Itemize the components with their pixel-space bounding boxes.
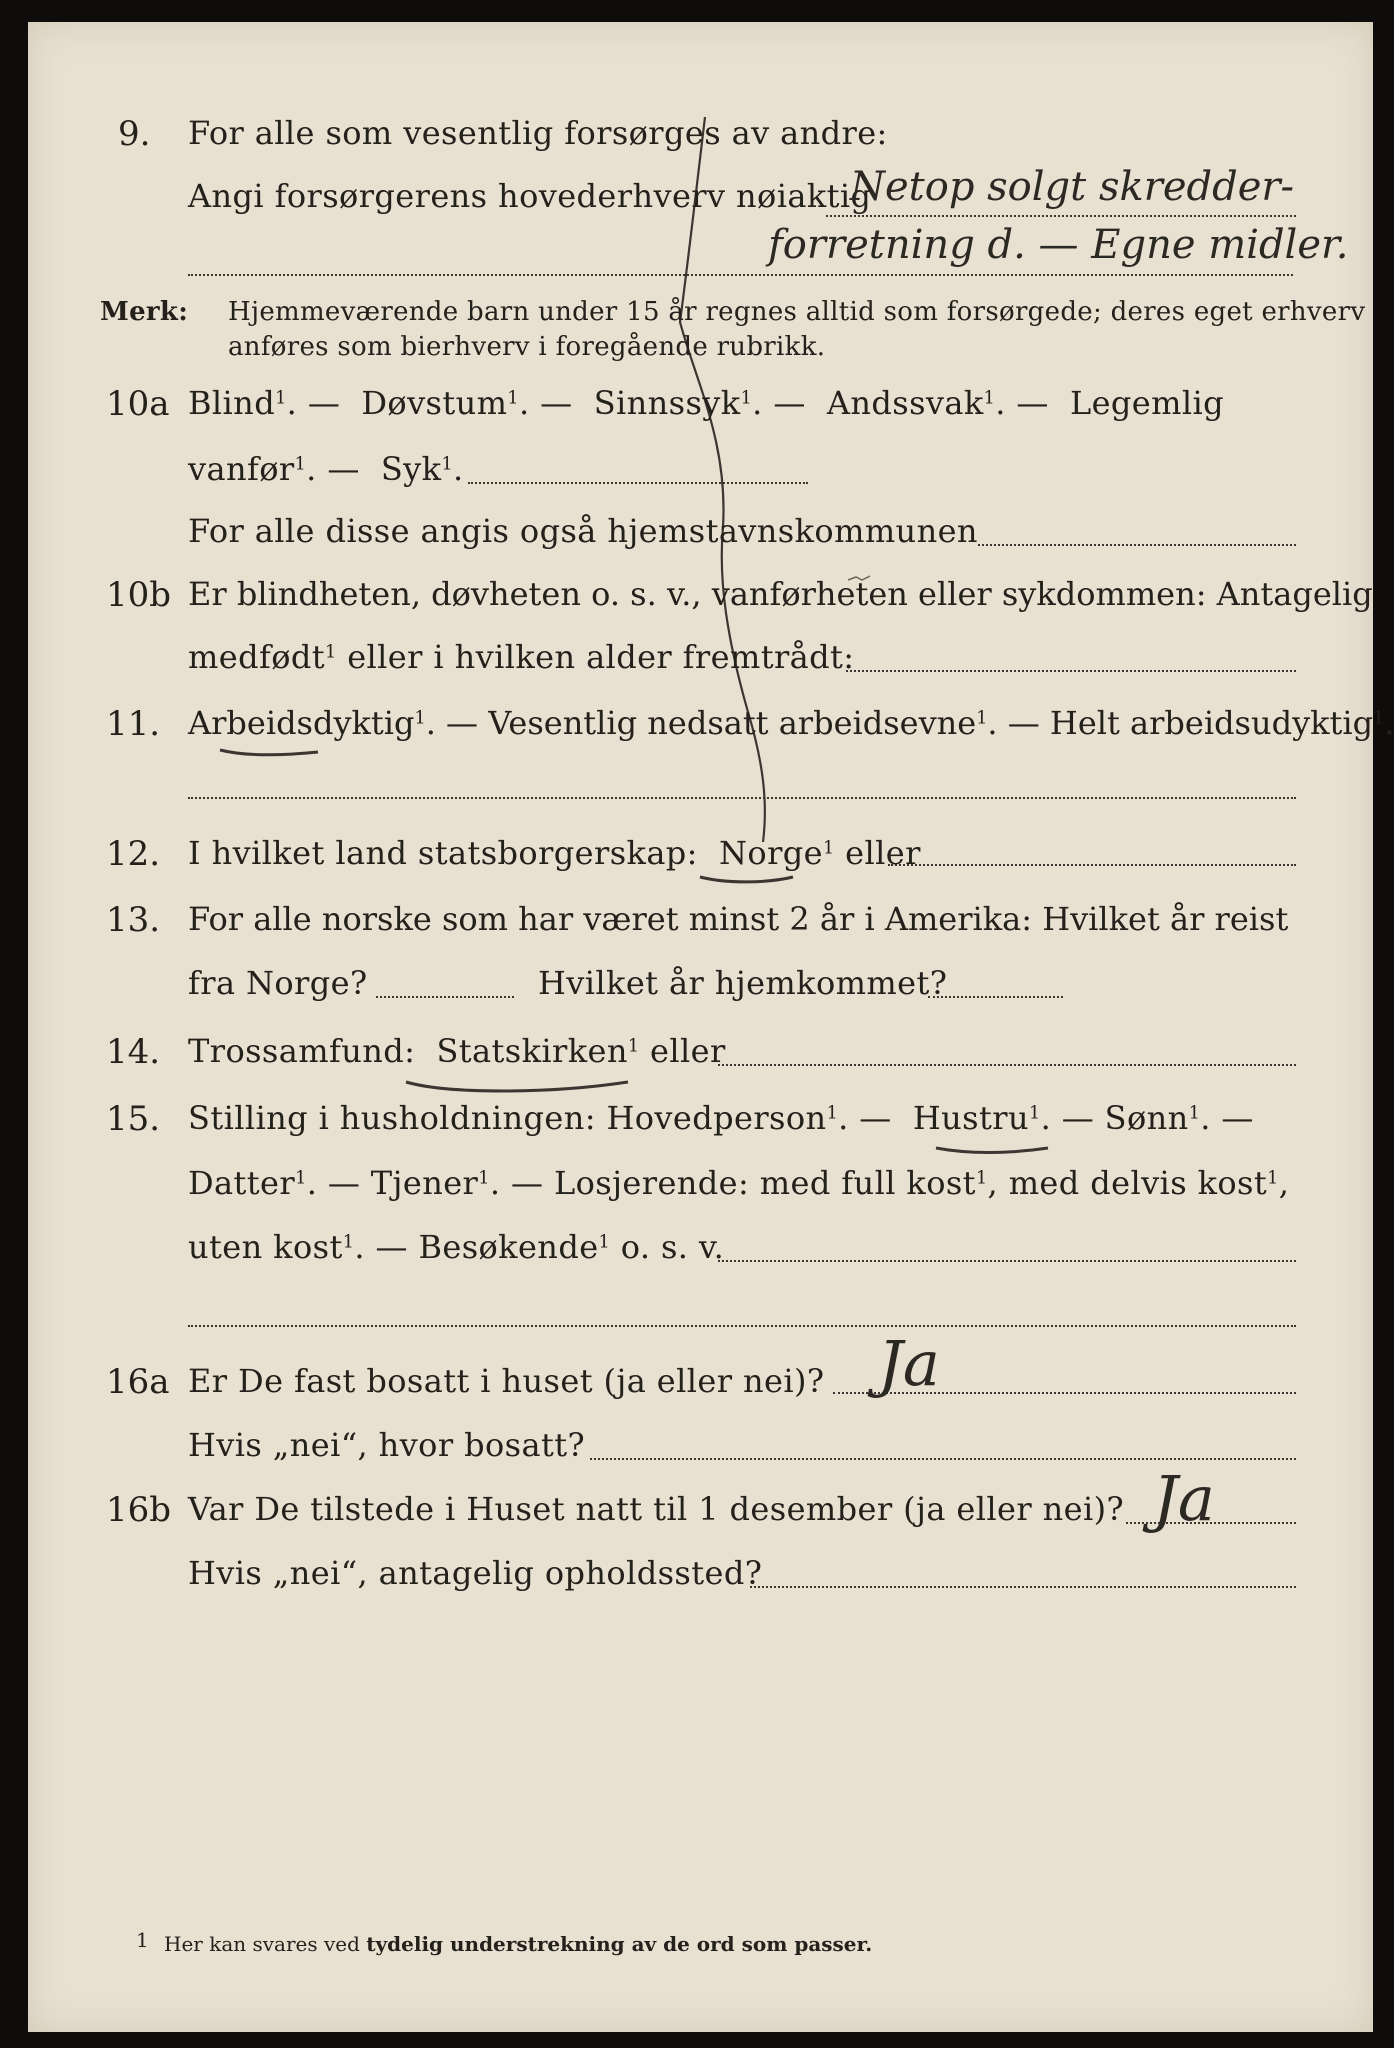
q10a-number: 10a (106, 384, 170, 424)
q9-handwritten-answer-1: Netop solgt skredder- (850, 164, 1295, 210)
q16b-number: 16b (106, 1490, 172, 1530)
q13-line1: For alle norske som har været minst 2 år i Amerika: Hvilket år reist (188, 900, 1289, 938)
q10a-line3: For alle disse angis også hjemstavnskommunen (188, 512, 978, 550)
option-andssvak: Andssvak (826, 384, 984, 422)
underline-statskirken (406, 1082, 628, 1091)
q10b-line1: Er blindheten, døvheten o. s. v., vanførheten eller sykdommen: Antagelig (188, 575, 1373, 613)
choice-hustru: Hustru (912, 1099, 1029, 1137)
q16a-line2-dots (590, 1458, 1296, 1460)
option-syk: Syk (380, 450, 442, 488)
q10a-line3-dots (978, 544, 1296, 546)
footnote-text: Her kan svares ved tydelig understrekning av de ord som passer. (164, 1932, 873, 1956)
q10a-line2-dots (468, 482, 808, 484)
q14-number: 14. (106, 1032, 161, 1072)
q9-line2: Angi forsørgerens hovederhverv nøiaktig (188, 177, 872, 215)
q12-dots (888, 864, 1296, 866)
choice-norge: Norge (719, 834, 824, 872)
q12-number: 12. (106, 834, 161, 874)
q9-number: 9. (118, 114, 151, 154)
q14-line: Trossamfund: Statskirken$^1$ eller (188, 1032, 726, 1070)
option-dovstum: Døvstum (361, 384, 508, 422)
q10b-line2-dots (846, 670, 1296, 672)
option-sinnssyk: Sinnssyk (593, 384, 741, 422)
option-vanfor: vanfør (188, 450, 295, 488)
q16a-handwritten-answer: Ja (878, 1327, 940, 1400)
census-form-page (28, 22, 1394, 2032)
q15-number: 15. (106, 1099, 161, 1139)
q16b-line1: Var De tilstede i Huset natt til 1 desember (ja eller nei)? (188, 1490, 1125, 1528)
q10b-number: 10b (106, 575, 172, 615)
q12-line: I hvilket land statsborgerskap: Norge$^1$ eller (188, 834, 921, 872)
q15-line3: uten kost$^1$. — Besøkende$^1$ o. s. v. (188, 1228, 725, 1266)
q16a-line1: Er De fast bosatt i huset (ja eller nei)? (188, 1362, 825, 1400)
option-legemlig: Legemlig (1069, 384, 1225, 422)
underline-arbeidsdyktig (220, 750, 318, 755)
q9-answer-line1 (826, 215, 1296, 217)
choice-statskirken: Statskirken (436, 1032, 628, 1070)
q15-line2: Datter$^1$. — Tjener$^1$. — Losjerende: med full kost$^1$, med delvis kost$^1$, (188, 1164, 1290, 1202)
q10a-line1: Blind$^1$. — Døvstum$^1$. — Sinnssyk$^1$. — Andssvak$^1$. — Legemlig (188, 384, 1225, 422)
q16b-handwritten-answer: Ja (1153, 1462, 1215, 1535)
q9-handwritten-answer-2: forretning d. — Egne midler. (768, 222, 1349, 268)
option-blind: Blind (188, 384, 276, 422)
q10b-line2: medfødt$^1$ eller i hvilken alder fremtrådt: (188, 638, 855, 676)
merk-line2: anføres som bierhverv i foregående rubrikk. (228, 332, 826, 362)
q13-line2a: fra Norge? (188, 964, 368, 1002)
q9-line1: For alle som vesentlig forsørges av andre: (188, 114, 888, 152)
q13-line2b: Hvilket år hjemkommet? (538, 964, 948, 1002)
q15-line1: Stilling i husholdningen: Hovedperson$^1$. — Hustru$^1$. — Sønn$^1$. — (188, 1099, 1254, 1137)
merk-line1: Hjemmeværende barn under 15 år regnes alltid som forsørgede; deres eget erhverv (228, 297, 1366, 327)
merk-label: Merk: (100, 297, 189, 327)
q15-extra-dots (188, 1325, 1296, 1327)
q9-answer-line2 (188, 274, 1293, 276)
q10a-line2: vanfør$^1$. — Syk$^1$. (188, 450, 464, 488)
q13-year-left-dots (376, 996, 514, 998)
q16a-line2: Hvis „nei“, hvor bosatt? (188, 1426, 586, 1464)
q13-number: 13. (106, 900, 161, 940)
footnote-mark: 1 (136, 1928, 149, 1952)
q11-answer-dots (188, 797, 1296, 799)
q11-line: Arbeidsdyktig$^1$. — Vesentlig nedsatt arbeidsevne$^1$. — Helt arbeidsudyktig$^1$. (188, 704, 1394, 742)
q16b-line2: Hvis „nei“, antagelig opholdssted? (188, 1554, 763, 1592)
q11-number: 11. (106, 704, 161, 744)
q16a-number: 16a (106, 1362, 170, 1402)
q13-year-returned-dots (928, 996, 1063, 998)
underline-norge (700, 877, 793, 882)
q14-dots (718, 1064, 1296, 1066)
q15-dots (718, 1260, 1296, 1262)
underline-hustru (936, 1148, 1048, 1153)
q16b-line2-dots (750, 1586, 1296, 1588)
